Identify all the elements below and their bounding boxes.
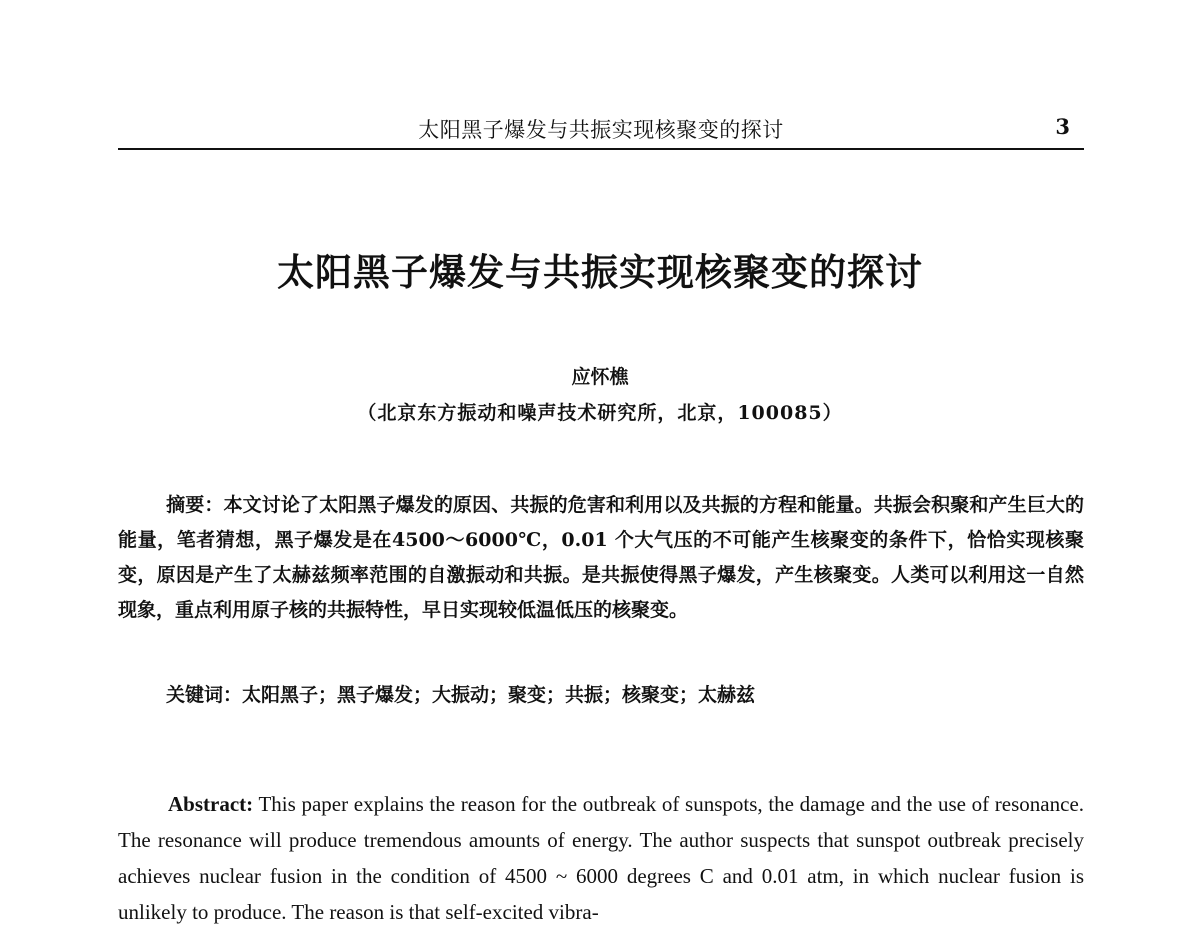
chinese-keywords-text: 太阳黑子；黑子爆发；大振动；聚变；共振；核聚变；太赫兹 (242, 684, 756, 706)
chinese-abstract-text: 本文讨论了太阳黑子爆发的原因、共振的危害和利用以及共振的方程和能量。共振会积聚和产生巨大的能量，笔者猜想，黑子爆发是在4500～6000℃，0.01 个大气压的不可能产生核聚变的条件下，恰恰实现核聚变，原因是产生了太赫兹频率范围的自激振动和共振。是共振使得黑子爆发，产生核聚变。人类可以利用这一自然现象，重点利用原子核的共振特性，早日实现较低温低压的核聚变。 (118, 494, 1084, 621)
page-number: 3 (1055, 114, 1070, 139)
chinese-keywords-label: 关键词： (166, 684, 243, 706)
author-name: 应怀樵 (571, 366, 629, 388)
paper-title: 太阳黑子爆发与共振实现核聚变的探讨 (277, 250, 923, 294)
author-affiliation: （北京东方振动和噪声技术研究所，北京，100085） (357, 402, 843, 424)
english-abstract-label: Abstract: (168, 792, 254, 816)
chinese-abstract-label: 摘要： (166, 494, 224, 516)
running-header (118, 110, 1084, 150)
english-abstract-text: This paper explains the reason for the outbreak of sunspots, the damage and the use of resonance. The resonance will produce tremendous amounts of energy. The author suspects that sunspot outbreak precisely achieves nuclear fusion in the condition of 4500 ~ 6000 degrees C and 0.01 atm, in which nuclear fusion is unlikely to produce. The reason is that self-excited vibra- (118, 792, 1085, 924)
running-title: 太阳黑子爆发与共振实现核聚变的探讨 (418, 118, 784, 142)
chinese-abstract (118, 488, 1084, 628)
chinese-keywords (166, 678, 1084, 713)
english-abstract (118, 786, 1084, 930)
